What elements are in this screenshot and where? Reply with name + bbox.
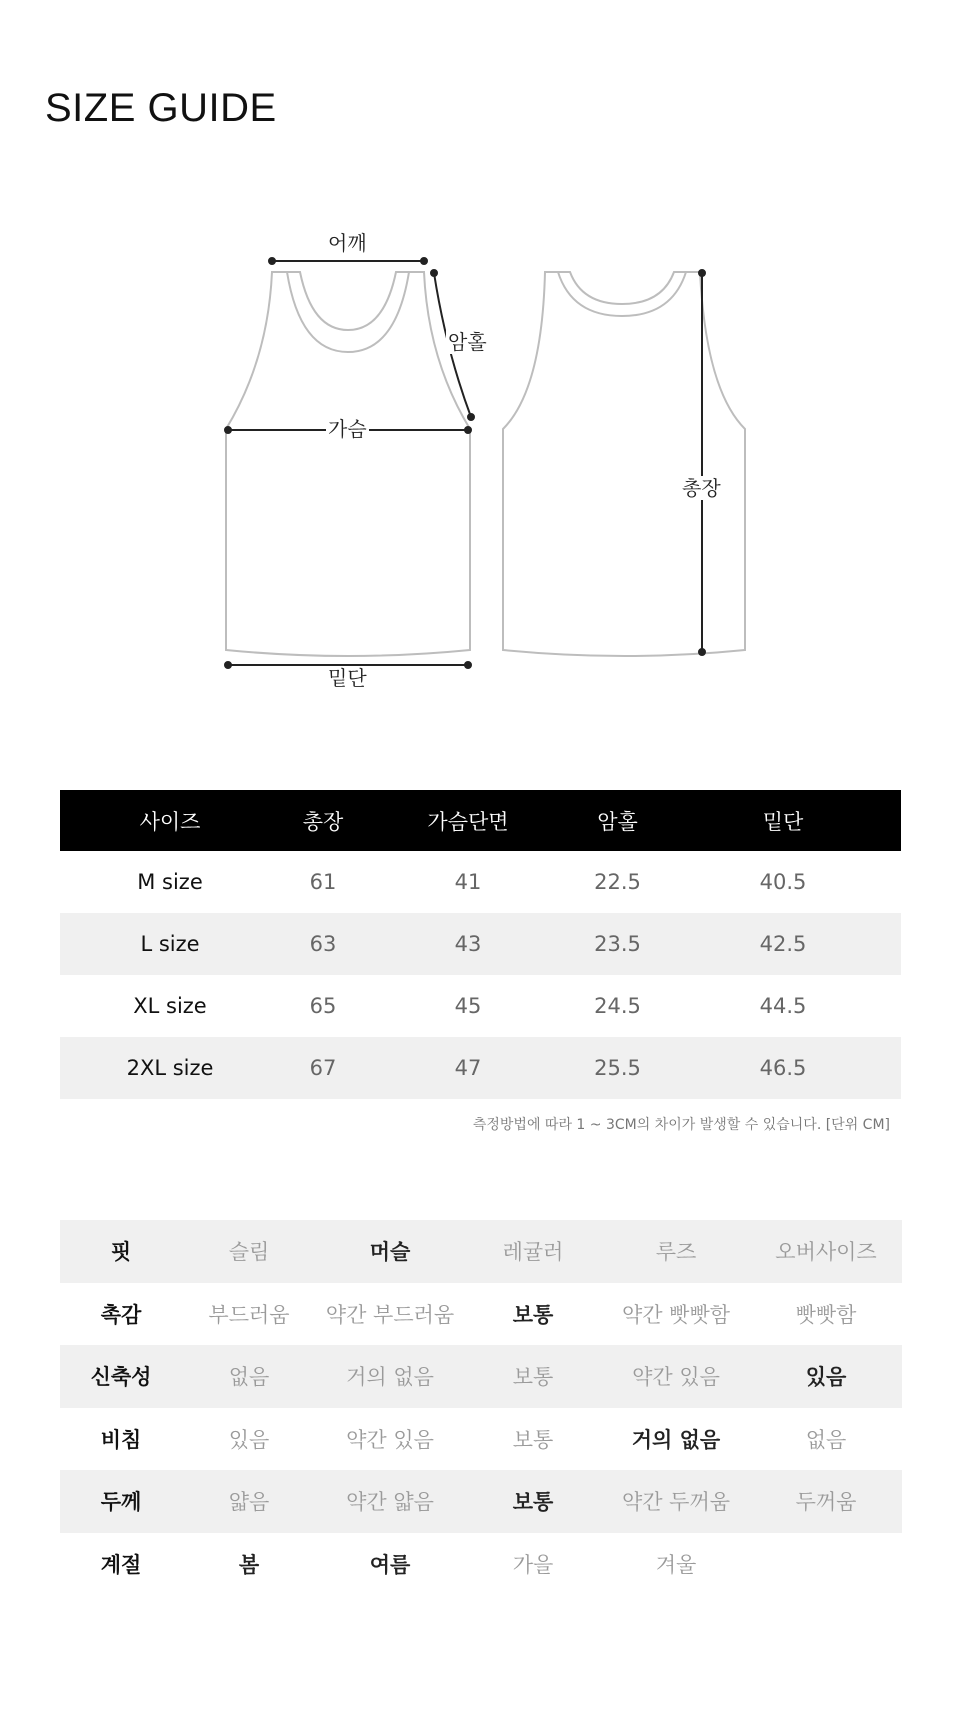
fit-row: [60, 1345, 902, 1408]
length-label: 총장: [682, 476, 721, 500]
fit-option: 거의 없음: [316, 1345, 464, 1408]
back-garment-outline: [503, 272, 745, 656]
tank-top-illustration: [0, 200, 960, 720]
fit-option: 두꺼움: [750, 1470, 902, 1533]
chest-value: 45: [454, 994, 482, 1018]
fit-option: 있음: [228, 1427, 270, 1452]
fit-row: [60, 1283, 902, 1346]
fit-option: 오버사이즈: [750, 1220, 902, 1283]
fit-option: 약간 부드러움: [325, 1302, 455, 1327]
page-title: SIZE GUIDE: [45, 86, 277, 130]
size-diagram: [0, 200, 960, 720]
table-row: [60, 975, 901, 1037]
fit-row: [60, 1533, 902, 1596]
length-value: 63: [280, 913, 366, 975]
chest-label: 가슴: [328, 417, 367, 441]
hem-value: 42.5: [665, 913, 901, 975]
chest-value: 41: [454, 870, 482, 894]
armhole-value: 22.5: [594, 870, 641, 894]
fit-option: 겨울: [655, 1552, 697, 1577]
hem-value: 46.5: [665, 1037, 901, 1099]
fit-category: 신축성: [60, 1345, 182, 1408]
fit-option: 약간 두꺼움: [602, 1470, 750, 1533]
fit-option: 보통: [512, 1427, 554, 1452]
length-value: 61: [309, 870, 337, 894]
table-row: [60, 913, 901, 975]
table-row: [60, 1037, 901, 1099]
fit-row: [60, 1220, 902, 1283]
size-name: 2XL size: [60, 1037, 280, 1099]
header-hem: 밑단: [665, 790, 901, 851]
fit-option: 얇음: [182, 1470, 316, 1533]
fit-option: 레귤러: [464, 1220, 602, 1283]
size-name: L size: [60, 913, 280, 975]
header-chest-width: 가슴단면: [366, 790, 570, 851]
armhole-value: 25.5: [570, 1037, 665, 1099]
fit-option: [750, 1533, 902, 1596]
fit-category: 두께: [60, 1470, 182, 1533]
fit-info-table: [60, 1220, 902, 1595]
fit-category: 비침: [100, 1427, 142, 1452]
size-name: XL size: [133, 994, 207, 1018]
size-table-header: [60, 790, 901, 851]
fit-option: 빳빳함: [795, 1302, 857, 1327]
hem-value: 44.5: [759, 994, 807, 1018]
fit-option: 봄: [238, 1552, 260, 1577]
fit-category: 핏: [60, 1220, 182, 1283]
front-garment-outline: [226, 272, 470, 656]
fit-option: 가을: [512, 1552, 554, 1577]
fit-option: 보통: [464, 1470, 602, 1533]
fit-option: 약간 얇음: [316, 1470, 464, 1533]
header-length: 총장: [280, 790, 366, 851]
measurement-note: 측정방법에 따라 1 ~ 3CM의 차이가 발생할 수 있습니다. [단위 CM]: [472, 1117, 890, 1133]
fit-row: [60, 1408, 902, 1471]
fit-option: 머슬: [316, 1220, 464, 1283]
fit-option: 거의 없음: [631, 1427, 721, 1452]
header-size: 사이즈: [60, 790, 280, 851]
fit-category: 계절: [100, 1552, 142, 1577]
size-name: M size: [137, 870, 203, 894]
front-neck-inner: [287, 272, 409, 352]
fit-row: [60, 1470, 902, 1533]
fit-option: 부드러움: [208, 1302, 290, 1327]
fit-option: 약간 있음: [602, 1345, 750, 1408]
fit-option: 보통: [512, 1302, 554, 1327]
shoulder-label: 어깨: [328, 231, 367, 255]
hem-value: 40.5: [759, 870, 807, 894]
length-value: 67: [280, 1037, 366, 1099]
armhole-value: 24.5: [594, 994, 641, 1018]
fit-option: 없음: [182, 1345, 316, 1408]
fit-option: 루즈: [602, 1220, 750, 1283]
chest-value: 43: [366, 913, 570, 975]
fit-option: 보통: [464, 1345, 602, 1408]
chest-value: 47: [366, 1037, 570, 1099]
fit-option: 슬림: [182, 1220, 316, 1283]
fit-option: 약간 빳빳함: [621, 1302, 731, 1327]
size-table: [60, 790, 901, 1099]
armhole-value: 23.5: [570, 913, 665, 975]
fit-option: 있음: [750, 1345, 902, 1408]
fit-option: 없음: [805, 1427, 847, 1452]
fit-option: 여름: [369, 1552, 411, 1577]
armhole-label: 암홀: [448, 330, 487, 354]
header-armhole: 암홀: [570, 790, 665, 851]
length-value: 65: [309, 994, 337, 1018]
fit-category: 촉감: [100, 1302, 142, 1327]
hem-label: 밑단: [328, 666, 367, 690]
back-neck-inner: [558, 272, 686, 316]
fit-option: 약간 있음: [346, 1427, 434, 1452]
table-row: [60, 851, 901, 913]
